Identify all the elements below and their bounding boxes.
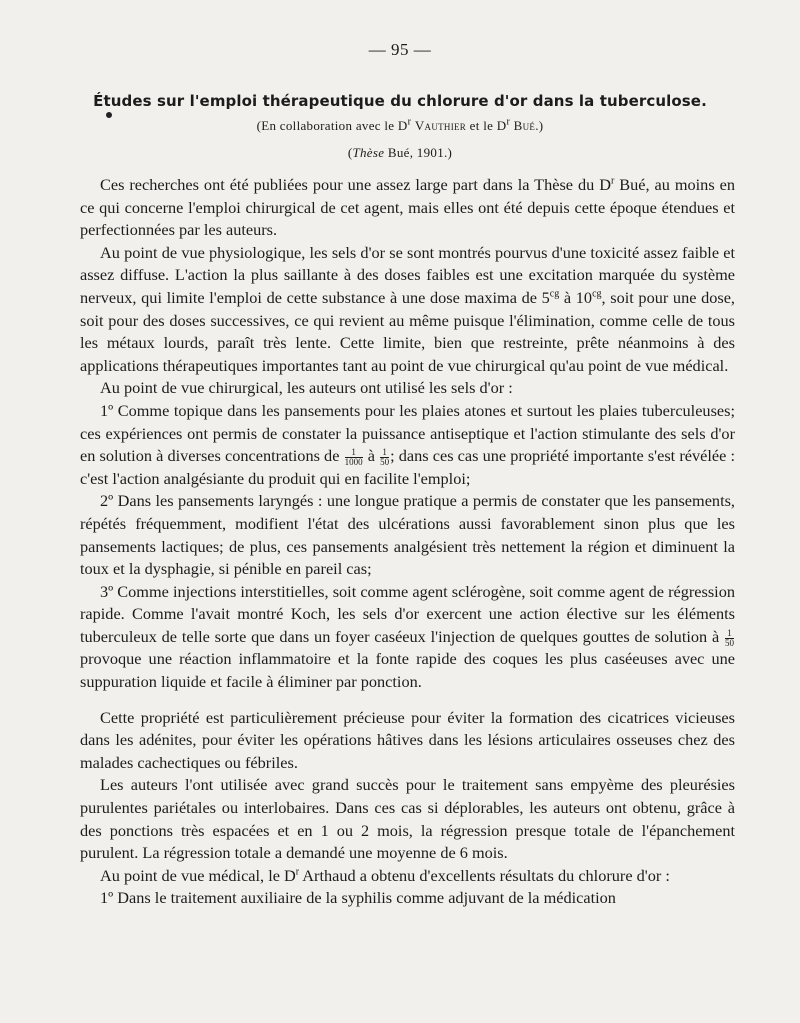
paragraph-2: Au point de vue physiologique, les sels d'or se sont montrés pourvus d'une toxicité assez faible et assez diffuse. L'action la plus saillante à des doses faibles est une excitation marquée du système nerveux, qui limite l'emploi de cette substance à une dose maxima de $5^{cg}$ à $10^{cg}$, soit pour une dose, soit pour des doses successives, ce qui revient au même puisque l'élimination, comme celle de tous les métaux lourds, paraît très lente. Cette limite, bien que restreinte, prête néanmoins à des applications thérapeutiques importantes tant au point de vue chirurgical qu'au point de vue médical. <box>80 242 735 375</box>
author-bue: Bué <box>513 118 536 133</box>
body-text <box>80 174 735 910</box>
fraction-1-1000: $\frac{1}{1000}$ <box>344 446 363 467</box>
paragraph-5: 2º Dans les pansements laryngés : une longue pratique a permis de constater que les pansements, répétés fréquemment, modifient l'état des ulcérations aussi favorablement sinon plus que les pansements lactiques; de plus, ces pansements analgésient très nettement la région et diminuent la toux et la dysphagie, si pénible en pareil cas; <box>80 491 735 579</box>
paragraph-7: Cette propriété est particulièrement précieuse pour éviter la formation des cicatrices vicieuses dans les adénites, pour éviter les opérations hâtives dans les lésions articulaires osseuses chez des malades cachectiques ou fébriles. <box>80 707 735 772</box>
collaboration-line: (En collaboration avec le $D^r$ Vauthier et le $D^r$ Bué.) <box>256 116 544 133</box>
fraction-1-50: $\frac{1}{50}$ <box>725 627 734 648</box>
author-vauthier: Vauthier <box>414 118 467 133</box>
paragraph-10: 1º Dans le traitement auxiliaire de la syphilis comme adjuvant de la médication <box>100 888 616 908</box>
fraction-1-50: $\frac{1}{50}$ <box>380 446 390 467</box>
paragraph-6: 3º Comme injections interstitielles, soit comme agent sclérogène, soit comme agent de régression rapide. Comme l'avait montré Koch, les sels d'or exercent une action élective sur les éléments tuberculeux de telle sorte que dans un foyer caséeux l'injection de quelques gouttes de solution à $\frac{1}{50}$ provoque une réaction inflammatoire et la fonte rapide des coques les plus caséeuses avec une suppuration liquide et facile à éliminer par ponction. <box>80 581 735 692</box>
paragraph-9: Au point de vue médical, le $D^r$ Arthaud a obtenu d'excellents résultats du chlorure d'or : <box>100 865 670 885</box>
paragraph-3: Au point de vue chirurgical, les auteurs ont utilisé les sels d'or : <box>100 378 513 398</box>
thesis-reference: (Thèse Bué, 1901.) <box>347 145 453 160</box>
paragraph-1: Ces recherches ont été publiées pour une assez large part dans la Thèse du $D^r$ Bué, au moins en ce qui concerne l'emploi chirurgical de cet agent, mais elles ont été depuis cette époque étendues et perfectionnées par les auteurs. <box>80 175 735 240</box>
page-number: — 95 — <box>368 40 432 59</box>
section-title: Études sur l'emploi thérapeutique du chlorure d'or dans la tuberculose. <box>93 92 707 110</box>
paragraph-4: 1º Comme topique dans les pansements pour les plaies atones et surtout les plaies tuberculeuses; ces expériences ont permis de constater la puissance antiseptique et l'action stimulante des sels d'or en solution à diverses concentrations de $\frac{1}{1000}$ à $\frac{1}{50}$ ; dans ces cas une propriété importante s'est révélée : c'est l'action analgésiante du produit qui en facilite l'emploi; <box>80 400 735 488</box>
paragraph-8: Les auteurs l'ont utilisée avec grand succès pour le traitement sans empyème des pleurésies purulentes pariétales ou interlobaires. Dans ces cas si déplorables, les auteurs ont obtenu, grâce à des ponctions très espacées et en 1 ou 2 mois, la régression presque totale de l'épanchement purulent. La régression totale a demandé une moyenne de 6 mois. <box>80 775 735 863</box>
